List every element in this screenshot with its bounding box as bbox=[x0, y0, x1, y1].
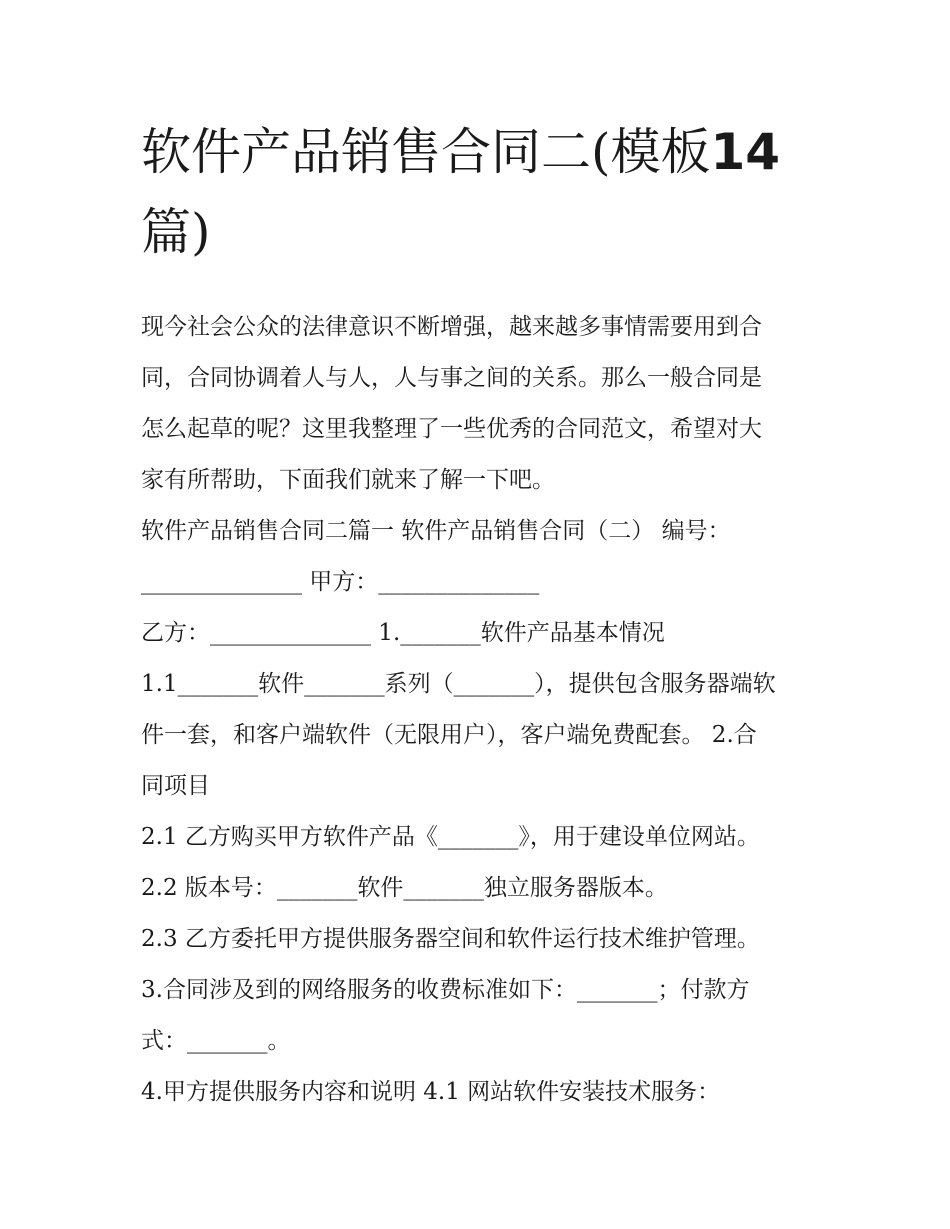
document-title bbox=[141, 112, 821, 272]
body-line-13: 2.3 乙方委托甲方提供服务器空间和软件运行技术维护管理。 bbox=[141, 926, 760, 952]
body-line-12: 2.2 版本号：_______软件_______独立服务器版本。 bbox=[141, 875, 668, 901]
document-page bbox=[141, 112, 821, 1118]
body-line-2: 同，合同协调着人与人，人与事之间的关系。那么一般合同是 bbox=[141, 365, 762, 391]
body-line-4: 家有所帮助，下面我们就来了解一下吧。 bbox=[141, 467, 555, 493]
body-line-9: 件一套，和客户端软件（无限用户），客户端免费配套。 2.合 bbox=[141, 722, 757, 748]
body-line-3: 怎么起草的呢？这里我整理了一些优秀的合同范文，希望对大 bbox=[141, 416, 762, 442]
body-line-15: 式：_______。 bbox=[141, 1028, 291, 1054]
body-line-6: ______________ 甲方：______________ bbox=[141, 569, 540, 595]
title-end: 篇) bbox=[141, 203, 211, 261]
body-line-8: 1.1_______软件_______系列（_______），提供包含服务器端软 bbox=[141, 671, 776, 697]
body-line-16: 4.甲方提供服务内容和说明 4.1 网站软件安装技术服务： bbox=[141, 1079, 721, 1105]
body-line-1: 现今社会公众的法律意识不断增强，越来越多事情需要用到合 bbox=[141, 314, 762, 340]
body-line-7: 乙方：______________ 1._______软件产品基本情况 bbox=[141, 620, 665, 646]
document-body bbox=[141, 302, 821, 1118]
title-number: 14 bbox=[710, 123, 781, 181]
body-line-5: 软件产品销售合同二篇一 软件产品销售合同（二） 编号： bbox=[141, 518, 731, 544]
body-line-11: 2.1 乙方购买甲方软件产品《_______》，用于建设单位网站。 bbox=[141, 824, 760, 850]
title-main: 软件产品销售合同二(模板 bbox=[141, 123, 711, 181]
body-line-14: 3.合同涉及到的网络服务的收费标准如下：_______；付款方 bbox=[141, 977, 750, 1003]
body-line-10: 同项目 bbox=[141, 773, 210, 799]
